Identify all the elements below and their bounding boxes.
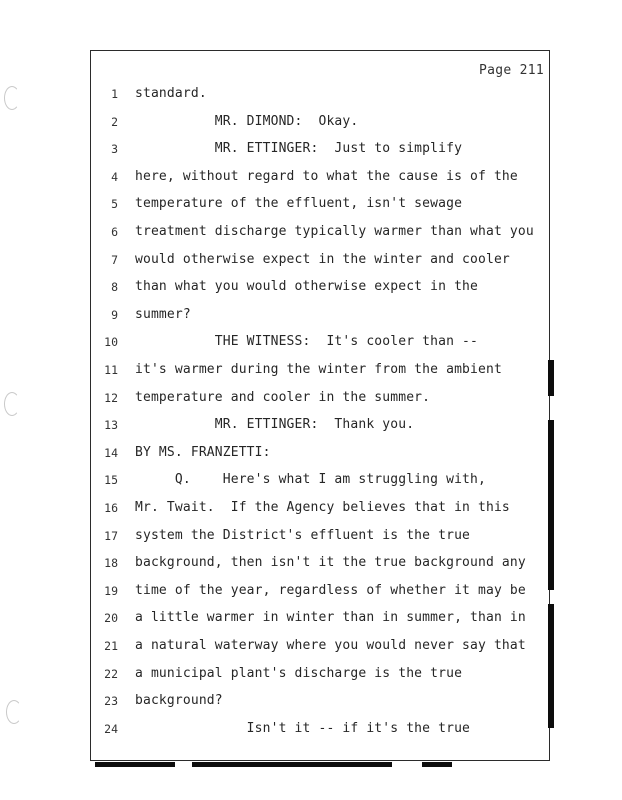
- transcript-line-text: time of the year, regardless of whether it may be: [135, 583, 526, 598]
- line-number: 3: [111, 142, 118, 156]
- line-number: 16: [104, 501, 118, 515]
- line-number: 11: [104, 363, 118, 377]
- line-number: 4: [111, 170, 118, 184]
- punch-hole-middle: [4, 392, 20, 416]
- line-number: 14: [104, 446, 118, 460]
- transcript-line-text: a natural waterway where you would never say that: [135, 638, 526, 653]
- line-number: 8: [111, 280, 118, 294]
- scan-bar-bottom-3: [422, 762, 452, 767]
- line-number: 24: [104, 722, 118, 736]
- punch-hole-top: [4, 86, 20, 110]
- transcript-line-text: MR. ETTINGER: Just to simplify: [135, 141, 463, 156]
- transcript-line-text: system the District's effluent is the true: [135, 528, 471, 543]
- transcript-line-text: summer?: [135, 307, 191, 322]
- line-number: 17: [104, 529, 118, 543]
- transcript-line-text: THE WITNESS: It's cooler than --: [135, 334, 478, 349]
- scan-bar-bottom-1: [95, 762, 175, 767]
- line-number: 21: [104, 639, 118, 653]
- transcript-line-text: a municipal plant's discharge is the true: [135, 666, 463, 681]
- transcript-line-text: Isn't it -- if it's the true: [135, 721, 471, 736]
- transcript-line-text: background, then isn't it the true background any: [135, 555, 526, 570]
- transcript-line-text: BY MS. FRANZETTI:: [135, 445, 271, 460]
- punch-hole-bottom: [6, 700, 22, 724]
- line-number: 18: [104, 556, 118, 570]
- transcript-line-text: than what you would otherwise expect in the: [135, 279, 478, 294]
- line-number: 6: [111, 225, 118, 239]
- scan-bar-right-3: [548, 604, 554, 728]
- line-number: 19: [104, 584, 118, 598]
- scan-bar-bottom-2: [192, 762, 392, 767]
- line-number: 13: [104, 418, 118, 432]
- line-number: 7: [111, 253, 118, 267]
- line-number: 10: [104, 335, 118, 349]
- line-number: 9: [111, 308, 118, 322]
- line-number: 15: [104, 473, 118, 487]
- transcript-line-text: standard.: [135, 86, 207, 101]
- transcript-line-text: temperature of the effluent, isn't sewage: [135, 196, 463, 211]
- line-number: 2: [111, 115, 118, 129]
- line-number: 1: [111, 87, 118, 101]
- line-number: 22: [104, 667, 118, 681]
- transcript-line-text: temperature and cooler in the summer.: [135, 390, 431, 405]
- transcript-line-text: treatment discharge typically warmer than what you: [135, 224, 534, 239]
- page-bottom-rule: [90, 760, 550, 761]
- transcript-line-text: MR. DIMOND: Okay.: [135, 114, 359, 129]
- line-number: 5: [111, 197, 118, 211]
- transcript-line-text: a little warmer in winter than in summer, than in: [135, 610, 526, 625]
- transcript-line-text: would otherwise expect in the winter and cooler: [135, 252, 510, 267]
- transcript-line-text: Q. Here's what I am struggling with,: [135, 472, 486, 487]
- line-number: 20: [104, 611, 118, 625]
- page-number: Page 211: [478, 63, 544, 78]
- transcript-line-text: Mr. Twait. If the Agency believes that in this: [135, 500, 510, 515]
- line-number: 23: [104, 694, 118, 708]
- scan-bar-right-1: [548, 360, 554, 396]
- transcript-line-text: background?: [135, 693, 223, 708]
- transcript-page-frame: [90, 50, 550, 761]
- transcript-line-text: MR. ETTINGER: Thank you.: [135, 417, 415, 432]
- line-number: 12: [104, 391, 118, 405]
- scan-bar-right-2: [548, 420, 554, 590]
- transcript-line-text: it's warmer during the winter from the ambient: [135, 362, 502, 377]
- transcript-line-text: here, without regard to what the cause is of the: [135, 169, 518, 184]
